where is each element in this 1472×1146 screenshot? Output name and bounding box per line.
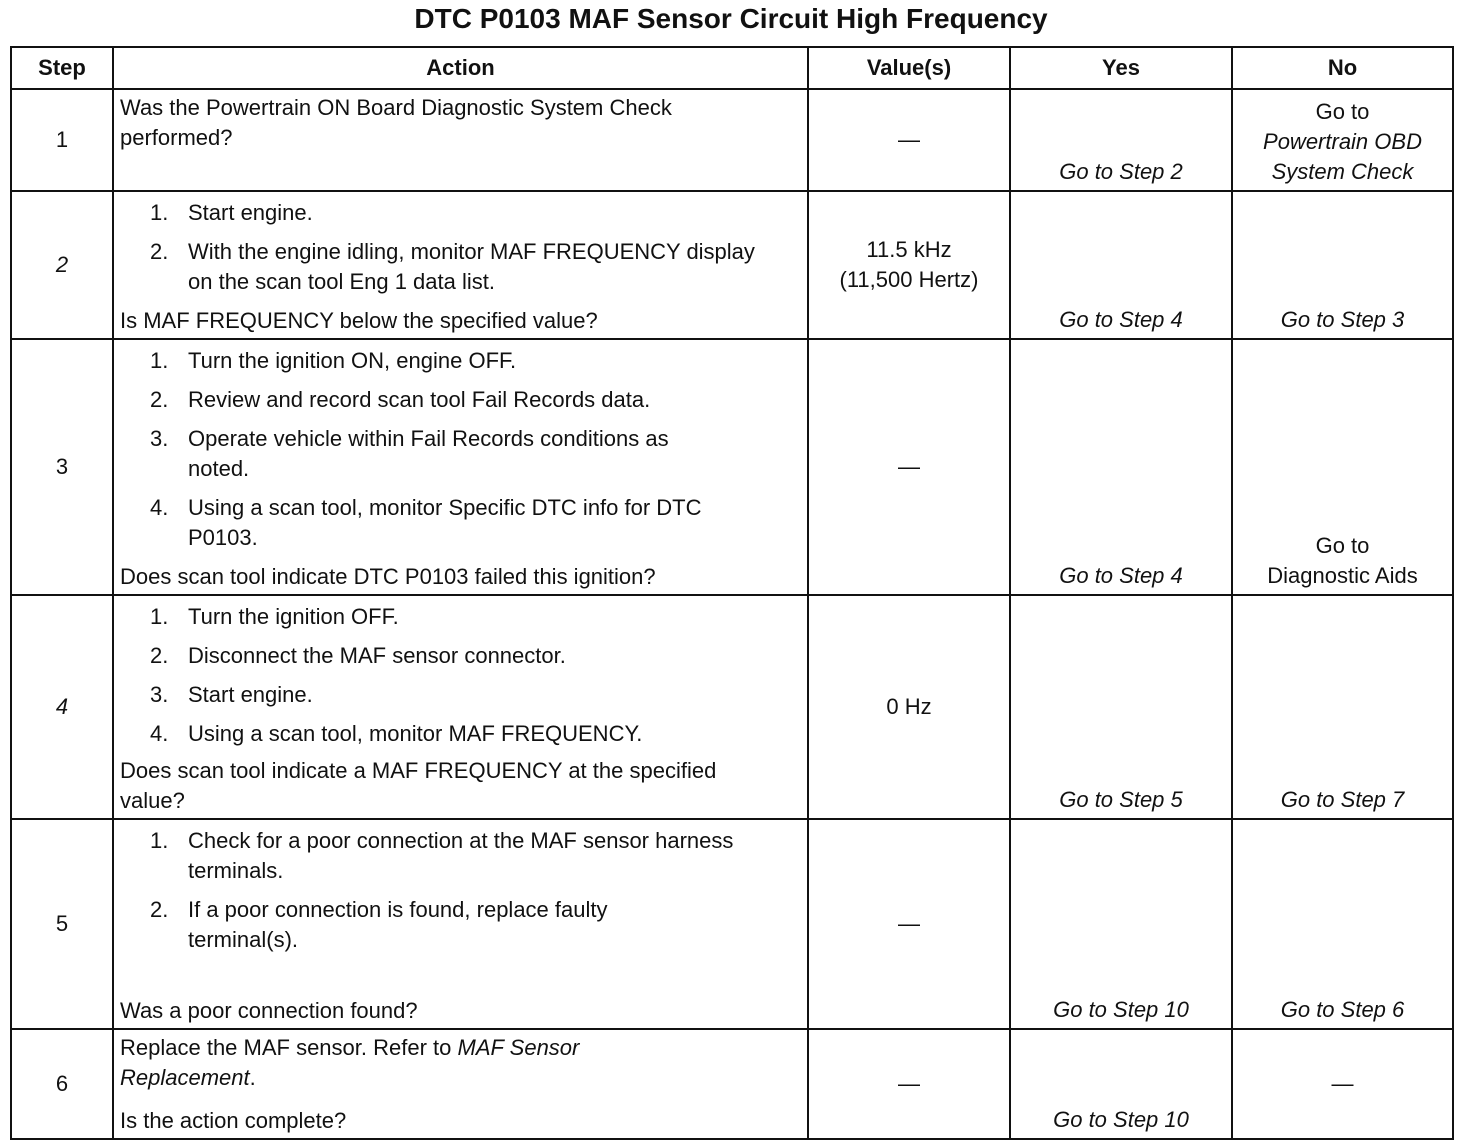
no-text: Go to	[1315, 99, 1370, 124]
action-question: Was a poor connection found?	[120, 998, 418, 1023]
no-text: Go to	[1315, 533, 1370, 558]
list-item: 4. Using a scan tool, monitor Specific DTC info for DTC P0103.	[150, 495, 702, 550]
no-cell	[1232, 339, 1453, 595]
table-row	[11, 89, 1453, 191]
no-link[interactable]: Go to Step 7	[1280, 787, 1405, 812]
value-text: 11.5 kHz	[866, 237, 952, 262]
step-number: 6	[11, 1029, 113, 1139]
list-item: 3. Start engine.	[150, 682, 313, 707]
action-cell	[113, 339, 808, 595]
header-yes: Yes	[1010, 47, 1232, 89]
header-step: Step	[11, 47, 113, 89]
yes-link[interactable]: Go to Step 2	[1059, 159, 1183, 184]
page-title: DTC P0103 MAF Sensor Circuit High Frequency	[414, 3, 1048, 34]
table-row	[11, 819, 1453, 1029]
action-list	[114, 192, 807, 297]
table-row	[11, 191, 1453, 339]
yes-cell	[1010, 819, 1232, 1029]
list-item: 2. Review and record scan tool Fail Records data.	[150, 387, 651, 412]
list-item: 1. Turn the ignition ON, engine OFF.	[150, 348, 517, 373]
action-cell	[113, 89, 808, 191]
yes-cell	[1010, 1029, 1232, 1139]
list-item: 1. Turn the ignition OFF.	[150, 604, 399, 629]
list-item: 1. Start engine.	[150, 200, 313, 225]
action-list	[114, 820, 807, 955]
no-cell	[1232, 819, 1453, 1029]
list-item: 1. Check for a poor connection at the MAF sensor harness terminals.	[150, 828, 734, 883]
header-action: Action	[113, 47, 808, 89]
no-text: System Check	[1271, 159, 1414, 184]
table-row	[11, 595, 1453, 819]
yes-link[interactable]: Go to Step 5	[1059, 787, 1183, 812]
step-number: 3	[11, 339, 113, 595]
action-question: Does scan tool indicate DTC P0103 failed this ignition?	[120, 564, 656, 589]
yes-cell	[1010, 191, 1232, 339]
value-cell: 0 Hz	[808, 595, 1010, 819]
action-question: Is the action complete?	[120, 1108, 347, 1133]
action-cell	[113, 1029, 808, 1139]
value-cell: —	[808, 1029, 1010, 1139]
no-link[interactable]: Go to Step 3	[1280, 307, 1405, 332]
action-text: Replace the MAF sensor. Refer to MAF Sensor Replacement.	[120, 1035, 580, 1090]
no-link[interactable]	[1233, 97, 1452, 187]
list-item: 2. If a poor connection is found, replace faulty terminal(s).	[150, 897, 608, 952]
action-text: Was the Powertrain ON Board Diagnostic System Check performed?	[120, 95, 672, 150]
list-item: 4. Using a scan tool, monitor MAF FREQUENCY.	[150, 721, 643, 746]
yes-cell	[1010, 595, 1232, 819]
step-number: 1	[11, 89, 113, 191]
step-number: 4	[11, 595, 113, 819]
value-text: (11,500 Hertz)	[839, 267, 979, 292]
header-no: No	[1232, 47, 1453, 89]
action-cell	[113, 819, 808, 1029]
yes-link[interactable]: Go to Step 4	[1059, 307, 1183, 332]
value-cell: —	[808, 819, 1010, 1029]
header-values: Value(s)	[808, 47, 1010, 89]
yes-cell	[1010, 89, 1232, 191]
value-cell: —	[808, 89, 1010, 191]
value-cell	[808, 191, 1010, 339]
action-question: Does scan tool indicate a MAF FREQUENCY at the specified value?	[120, 758, 717, 813]
action-cell	[113, 595, 808, 819]
no-cell	[1232, 1029, 1453, 1139]
no-text: Diagnostic Aids	[1267, 563, 1418, 588]
no-link[interactable]: Go to Step 6	[1280, 997, 1405, 1022]
yes-link[interactable]: Go to Step 10	[1053, 997, 1189, 1022]
step-number: 2	[11, 191, 113, 339]
no-text: Powertrain OBD	[1263, 129, 1422, 154]
diagnostic-table	[10, 46, 1454, 1140]
list-item: 2. Disconnect the MAF sensor connector.	[150, 643, 566, 668]
action-list	[114, 340, 807, 553]
no-cell	[1232, 89, 1453, 191]
no-cell	[1232, 191, 1453, 339]
yes-link[interactable]: Go to Step 10	[1053, 1107, 1189, 1132]
reference-link[interactable]: MAF Sensor Replacement	[120, 1035, 580, 1090]
action-cell	[113, 191, 808, 339]
header-row	[11, 47, 1453, 89]
no-cell	[1232, 595, 1453, 819]
yes-link[interactable]: Go to Step 4	[1059, 563, 1183, 588]
no-link[interactable]	[1233, 531, 1452, 591]
yes-cell	[1010, 339, 1232, 595]
table-row	[11, 1029, 1453, 1139]
action-question: Is MAF FREQUENCY below the specified value?	[120, 308, 598, 333]
list-item: 3. Operate vehicle within Fail Records conditions as noted.	[150, 426, 669, 481]
step-number: 5	[11, 819, 113, 1029]
list-item: 2. With the engine idling, monitor MAF FREQUENCY display on the scan tool Eng 1 data list.	[150, 239, 755, 294]
action-list	[114, 596, 807, 749]
value-cell: —	[808, 339, 1010, 595]
table-row	[11, 339, 1453, 595]
no-text: —	[1331, 1071, 1354, 1096]
